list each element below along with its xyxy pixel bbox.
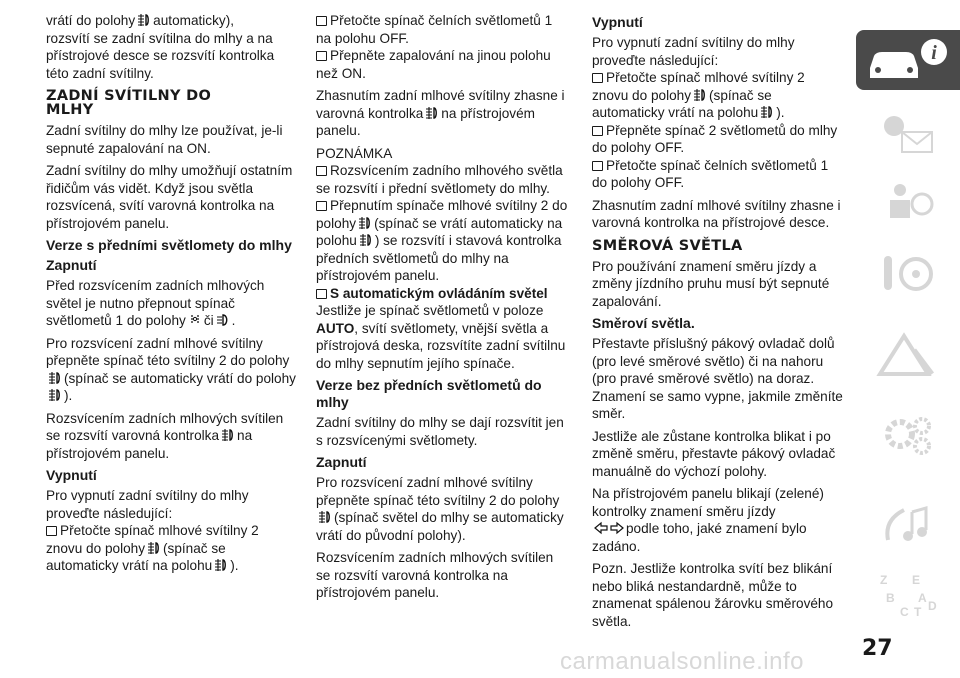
paragraph: Rozsvícením zadních mlhových svítilen se rozsvítí varovná kontrolka na přístrojovém panelu. [316,550,554,600]
svg-text:Z: Z [880,573,888,587]
rear-fog-light-icon [693,88,707,102]
position-lights-icon [188,313,202,327]
section-heading: SMĚROVÁ SVĚTLA [592,237,743,254]
list-item: Přetočte spínač čelních světlometů 1 na polohu OFF. [316,13,553,46]
key-steering-icon [874,248,938,298]
subheading: Zapnutí [316,454,367,470]
text: rozsvítí se zadní svítilna do mlhy a na přístrojové desce se rozsvítí kontrolka této zadní svítilny. [46,30,275,81]
rear-fog-light-icon [359,233,373,247]
tab-warning-lights[interactable] [858,108,960,158]
paragraph: Přestavte příslušný pákový ovladač dolů (pro levé směrové světlo) či na nahoru (pro pravé směrové světlo) na doraz. Znamení se samo vypne, jakmile změníte směr. [592,336,843,421]
list-item: S automatickým ovládáním světel [316,285,571,303]
column-1 [46,12,296,580]
warning-lights-icon [874,108,938,158]
bullet-icon [316,166,327,176]
paragraph: Zhasnutím zadní mlhové svítilny zhasne i varovná kontrolka na přístrojovém panelu. [316,88,565,138]
subheading: Směroví světla. [592,315,695,331]
paragraph: Pro vypnutí zadní svítilny do mlhy proveďte následující: [592,35,795,68]
bullet-icon [316,201,327,211]
svg-text:T: T [914,605,922,619]
paragraph: Na přístrojovém panelu blikají (zelené) kontrolky znamení směru jízdy podle toho, jaké znamení bylo zadáno. [592,486,824,554]
paragraph: Zadní svítilny do mlhy lze používat, je-li sepnuté zapalování na ON. [46,123,283,156]
svg-text:E: E [912,573,921,587]
paragraph: Pro vypnutí zadní svítilny do mlhy proveďte následující: [46,488,249,521]
subheading: Verze bez předních světlometů do mlhy [316,377,542,410]
column-2 [316,12,571,607]
tab-car-info[interactable] [856,30,960,90]
tab-maintenance[interactable] [858,410,960,460]
svg-text:D: D [928,599,937,613]
paragraph: Pro rozsvícení zadní mlhové svítilny přepněte spínač této svítilny 2 do polohy(spínač se automaticky vrátí do polohy). [46,335,296,403]
seatbelt-airbag-icon [874,178,938,228]
paragraph: Zadní svítilny do mlhy se dají rozsvítit jen s rozsvícenými světlomety. [316,415,564,448]
svg-text:C: C [900,605,909,619]
list-item: Přetočte spínač mlhové svítilny 2 znovu do polohy (spínač se automaticky vrátí na polohu ). [592,70,805,120]
list-item: Přepněte spínač 2 světlometů do mlhy do polohy OFF. [592,122,838,155]
car-info-icon [856,30,960,90]
note-label: POZNÁMKA [316,145,393,161]
tab-safety[interactable] [858,178,960,228]
paragraph: Pozn. Jestliže kontrolka svítí bez blikání nebo bliká nestandardně, může to znamenat spálenou žárovku směrového světla. [592,561,834,629]
triangle-warning-icon [874,330,938,380]
column-3 [592,12,844,635]
list-item: Přetočte spínač čelních světlometů 1 do polohy OFF. [592,157,829,190]
rear-fog-light-icon [137,13,151,27]
rear-fog-light-icon [318,510,332,524]
tab-multimedia[interactable] [858,500,960,550]
text: automaticky), [153,13,235,28]
paragraph: Zadní svítilny do mlhy umožňují ostatním řidičům vás vidět. Když jsou světla rozsvícená, svítí varovná kontrolka na přístrojovém panelu. [46,163,293,231]
bullet-icon [316,16,327,26]
bullet-icon [46,526,57,536]
rear-fog-light-icon [760,105,774,119]
bullet-icon [592,126,603,136]
paragraph: Jestliže ale zůstane kontrolka blikat i po změně směru, přestavte pákový ovladač manuálně do výchozí polohy. [592,428,836,479]
gears-icon [874,410,938,460]
rear-fog-light-icon [147,541,161,555]
tab-emergency[interactable] [858,330,960,380]
subheading: Vypnutí [46,467,97,483]
rear-fog-light-icon [214,558,228,572]
chapter-sidebar [848,0,960,678]
svg-text:A: A [918,591,927,605]
rear-fog-light-icon [48,371,62,385]
paragraph [46,12,296,82]
page-number: 27 [862,636,893,661]
list-item: Přepnutím spínače mlhové svítilny 2 do polohy (spínač se vrátí automaticky na polohu ) se rozsvítí i stavová kontrolka předních světlometů do mlhy na přístrojovém panelu. [316,198,568,283]
list-item: Přetočte spínač mlhové svítilny 2 znovu do polohy (spínač se automaticky vrátí na polohu ). [46,523,259,573]
rear-fog-light-icon [358,216,372,230]
paragraph: Rozsvícením zadních mlhových svítilen se rozsvítí varovná kontrolka na přístrojovém panelu. [46,410,284,461]
bullet-icon [316,289,327,299]
subheading: Vypnutí [592,14,643,30]
paragraph: Pro používání znamení směru jízdy a změny jízdního pruhu musí být sepnuté zapalování. [592,258,830,309]
rear-fog-light-icon [48,388,62,402]
rear-fog-light-icon [221,428,235,442]
rear-fog-light-icon [425,106,439,120]
text: vrátí do polohy [46,13,136,28]
radio-music-icon [874,500,938,550]
paragraph: Před rozsvícením zadních mlhových světel je nutno přepnout spínač světlometů 1 do polohy či . [46,278,265,328]
paragraph: Pro rozsvícení zadní mlhové svítilny přepněte spínač této svítilny 2 do polohy(spínač světel do mlhy se automaticky vrátí do původní polohy). [316,475,564,543]
subheading: Zapnutí [46,257,97,273]
index-letters-icon [874,570,938,620]
turn-signal-arrows-icon [594,521,624,535]
bullet-icon [316,51,327,61]
list-item: Rozsvícením zadního mlhového světla se rozsvítí i přední světlomety do mlhy. [316,163,563,196]
list-item: Přepněte zapalování na jinou polohu než ON. [316,48,551,81]
svg-text:B: B [886,591,895,605]
subheading: Verze s předními světlomety do mlhy [46,237,292,253]
section-heading: ZADNÍ SVÍTILNY DO MLHY [46,88,212,118]
paragraph: Zhasnutím zadní mlhové svítilny zhasne i varovná kontrolka na přístrojové desce. [592,197,841,230]
tab-starting-driving[interactable] [858,248,960,298]
low-beam-icon [216,313,230,327]
paragraph: Jestliže je spínač světlometů v poloze AUTO, svítí světlomety, vnější světla a přístrojová deska, rozsvítíte zadní svítilnu do mlhy sepnutím jejího spínače. [316,303,566,371]
bullet-icon [592,161,603,171]
bullet-icon [592,73,603,83]
tab-index[interactable] [858,570,960,620]
svg-text:i: i [931,42,937,64]
watermark: carmanualsonline.info [560,648,804,675]
